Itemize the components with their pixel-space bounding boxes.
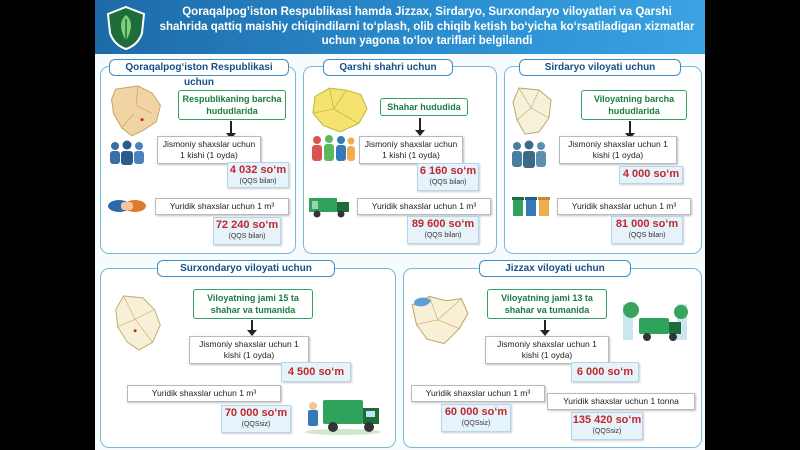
map-icon [308,84,372,136]
price-value: 4 500 so‘m [287,366,345,378]
price-note: (QQS bilan) [628,232,666,239]
recycling-bins-icon [509,192,553,220]
shield-logo-icon [105,5,147,51]
garbage-truck-icon [307,192,353,220]
garbage-truck-icon [619,298,693,348]
price-note: (QQS bilan) [239,178,277,185]
map-icon [107,83,169,139]
arrow-icon [230,121,232,134]
legal-tariff-price [213,217,281,245]
legal-tariff-price-m3 [441,404,511,432]
legal-tariff-label-m3: Yuridik shaxslar uchun 1 m³ [411,385,545,402]
price-note: (QQS bilan) [424,232,462,239]
arrow-icon [419,118,421,131]
individual-tariff-label: Jismoniy shaxslar uchun 1 kishi (1 oyda) [189,336,309,364]
individual-tariff-price [227,162,289,188]
header-title: Qoraqalpog’iston Respublikasi hamda Jizzax, Sirdaryo, Surxondaryo viloyatlari va Qarshi shahrida qattiq maishiy chiqindilarni to‘plash, olib chiqib ketish bo‘yicha ko‘rsatiladigan xizmatlar uchun yagona to‘lov tariflari belgilandi [159,6,695,47]
region-label: Viloyatning barcha hududlarida [581,90,687,120]
price-note: (QQSsiz) [592,428,622,435]
people-group-icon [509,140,549,170]
arrow-icon [251,320,253,331]
legal-tariff-price-tonna [571,412,643,440]
legal-tariff-label: Yuridik shaxslar uchun 1 m³ [357,198,491,215]
individual-tariff-price [281,362,351,382]
legal-tariff-label-tonna: Yuridik shaxslar uchun 1 tonna [547,393,695,410]
price-value: 60 000 so‘m [444,406,508,418]
infographic [95,0,705,450]
price-note: (QQSsiz) [461,420,491,427]
garbage-truck-icon [303,392,383,436]
region-label: Respublikaning barcha hududlarida [178,90,286,120]
price-value: 6 000 so‘m [576,366,634,378]
price-note: (QQSsiz) [241,421,271,428]
map-icon [110,292,168,354]
individual-tariff-label: Jismoniy shaxslar uchun 1 kishi (1 oyda) [157,136,261,164]
price-value: 6 160 so‘m [419,165,477,177]
arrow-icon [544,320,546,331]
individual-tariff-price [417,163,479,191]
header-banner [95,0,705,54]
price-note: (QQS bilan) [429,179,467,186]
price-value: 70 000 so‘m [224,407,288,419]
people-group-icon [309,134,357,164]
legal-tariff-label: Yuridik shaxslar uchun 1 m³ [127,385,281,402]
legal-tariff-price [407,216,479,244]
panel-title: Surxondaryo viloyati uchun [157,260,335,277]
price-value: 89 600 so‘m [411,218,475,230]
price-value: 135 420 so‘m [572,414,642,426]
legal-tariff-price [221,405,291,433]
arrow-icon [629,121,631,134]
legal-tariff-price [611,216,683,244]
region-label: Shahar hududida [380,98,468,116]
panel-title: Jizzax viloyati uchun [479,260,631,277]
handshake-icon [107,194,147,218]
panel-title: Qoraqalpog‘iston Respublikasi uchun [109,59,289,76]
panel-title: Qarshi shahri uchun [323,59,453,76]
price-value: 4 000 so‘m [622,168,680,180]
individual-tariff-price [619,166,683,184]
price-note: (QQS bilan) [228,233,266,240]
price-value: 81 000 so‘m [615,218,679,230]
individual-tariff-label: Jismoniy shaxslar uchun 1 kishi (1 oyda) [485,336,609,364]
individual-tariff-label: Jismoniy shaxslar uchun 1 kishi (1 oyda) [359,136,463,164]
map-icon [407,290,473,350]
individual-tariff-price [571,362,639,382]
price-value: 72 240 so‘m [215,219,279,231]
legal-tariff-label: Yuridik shaxslar uchun 1 m³ [155,198,289,215]
panel-title: Sirdaryo viloyati uchun [519,59,681,76]
map-icon [509,84,559,138]
legal-tariff-label: Yuridik shaxslar uchun 1 m³ [557,198,691,215]
region-label: Viloyatning jami 15 ta shahar va tumanida [193,289,313,319]
individual-tariff-label: Jismoniy shaxslar uchun 1 kishi (1 oyda) [559,136,677,164]
price-value: 4 032 so‘m [229,164,287,176]
people-group-icon [107,140,147,166]
region-label: Viloyatning jami 13 ta shahar va tumanida [487,289,607,319]
